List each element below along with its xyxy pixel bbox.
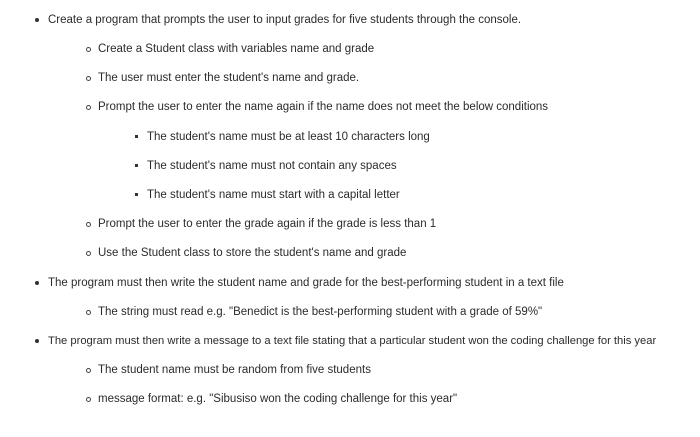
bullet-circle-icon (86, 47, 91, 52)
bullet-circle-icon (86, 368, 91, 373)
bullet-square-icon (135, 135, 138, 138)
list-item-level2: Use the Student class to store the student's name and grade (98, 247, 407, 259)
list-item-level1: The program must then write the student name and grade for the best-performing student in a text file (48, 277, 564, 289)
bullet-circle-icon (86, 105, 91, 110)
bullet-square-icon (135, 193, 138, 196)
bullet-circle-icon (86, 222, 91, 227)
bullet-circle-icon (86, 397, 91, 402)
list-item-level2: The student name must be random from five students (98, 364, 371, 376)
list-item-level2: message format: e.g. "Sibusiso won the coding challenge for this year" (98, 393, 458, 405)
list-item-level2: Create a Student class with variables name and grade (98, 43, 375, 55)
bullet-circle-icon (86, 310, 91, 315)
list-item-level3: The student's name must be at least 10 characters long (147, 131, 430, 143)
list-item-level2: Prompt the user to enter the grade again if the grade is less than 1 (98, 218, 437, 230)
list-item-level3: The student's name must not contain any spaces (147, 160, 397, 172)
list-item-level2: Prompt the user to enter the name again if the name does not meet the below conditions (98, 101, 549, 113)
bullet-circle-icon (86, 76, 91, 81)
list-item-level1: Create a program that prompts the user to input grades for five students through the console. (48, 14, 522, 26)
bullet-disc-icon (35, 339, 39, 343)
bullet-circle-icon (86, 251, 91, 256)
list-item-level3: The student's name must start with a capital letter (147, 189, 400, 201)
list-item-level2: The user must enter the student's name and grade. (98, 72, 360, 84)
bullet-disc-icon (35, 281, 39, 285)
list-item-level1: The program must then write a message to a text file stating that a particular student won the coding challenge for this year (48, 335, 657, 347)
bullet-square-icon (135, 164, 138, 167)
bullet-disc-icon (35, 18, 39, 22)
list-item-level2: The string must read e.g. "Benedict is the best-performing student with a grade of 59%" (98, 306, 543, 318)
